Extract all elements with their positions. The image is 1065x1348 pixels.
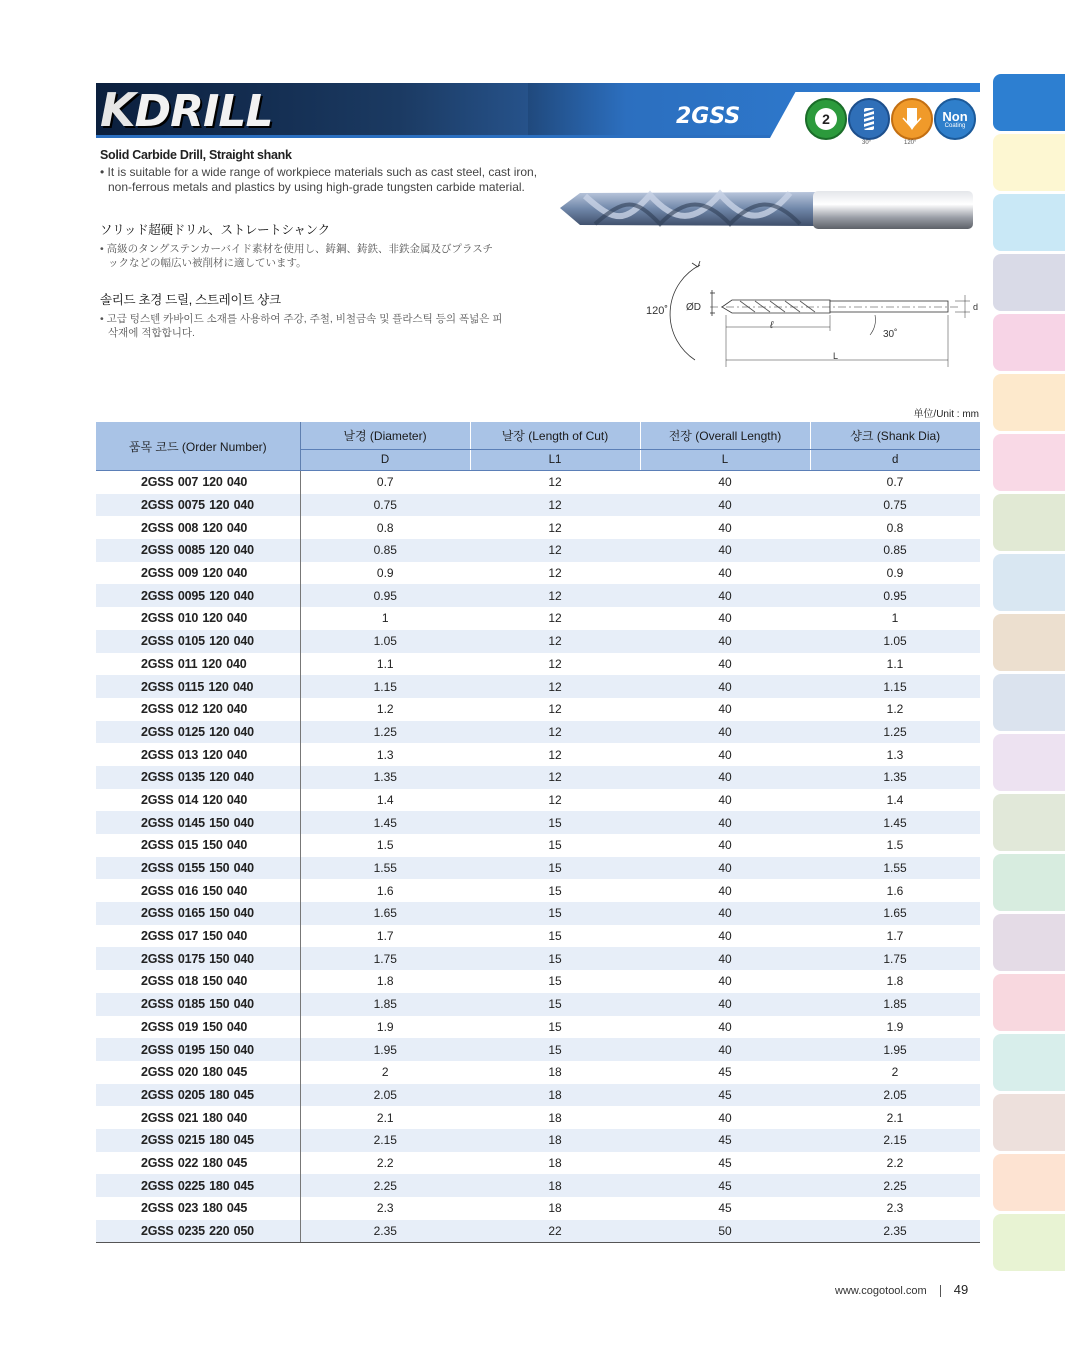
section-tab[interactable] <box>993 1034 1065 1091</box>
table-row <box>96 925 980 948</box>
table-row <box>96 902 980 925</box>
diameter-cell: 1.1 <box>376 656 394 671</box>
order-number-cell: 2GSS 0225 180 045 <box>96 1174 300 1197</box>
description-en <box>100 148 537 195</box>
header-overall-length: 전장 (Overall Length) <box>640 422 810 450</box>
description-en-title: Solid Carbide Drill, Straight shank <box>100 148 292 162</box>
website-link[interactable]: www.cogotool.com <box>835 1285 927 1297</box>
overall-length-cell: 40 <box>640 494 810 517</box>
length-of-cut-cell: 15 <box>470 947 640 970</box>
shank-dia-cell: 1.6 <box>886 883 904 898</box>
diameter-cell: 1.5 <box>376 838 394 853</box>
diameter-cell: 0.85 <box>300 539 470 562</box>
table-row <box>96 1197 980 1220</box>
shank-dia-cell: 2.25 <box>810 1174 980 1197</box>
diameter-cell: 1.15 <box>300 675 470 698</box>
length-of-cut-cell: 12 <box>548 702 562 717</box>
page-footer <box>835 1282 968 1297</box>
length-of-cut-cell: 18 <box>548 1065 562 1080</box>
table-row <box>96 1129 980 1152</box>
length-of-cut-cell: 12 <box>548 475 562 490</box>
length-of-cut-cell: 15 <box>548 1019 562 1034</box>
header-order-number: 품목 코드 (Order Number) <box>96 422 300 471</box>
diameter-cell: 2.3 <box>376 1201 394 1216</box>
diameter-cell: 1.25 <box>300 721 470 744</box>
overall-length-cell: 40 <box>640 766 810 789</box>
table-row <box>96 721 980 744</box>
diameter-cell: 1 <box>381 611 389 626</box>
subheader-L: L <box>640 450 810 471</box>
shank-dia-cell: 0.8 <box>886 520 904 535</box>
overall-length-cell: 45 <box>718 1065 732 1080</box>
description-jp-line: • 高級のタングステンカーバイド素材を使用し、鋳鋼、鋳鉄、非鉄金属及びプラスチ <box>100 243 493 255</box>
table-row <box>96 698 980 721</box>
table-row <box>96 539 980 562</box>
order-number-cell: 2GSS 0125 120 040 <box>96 721 300 744</box>
section-tab[interactable] <box>993 1154 1065 1211</box>
page-number: 49 <box>953 1282 969 1297</box>
spec-table-body <box>96 471 980 1243</box>
length-of-cut-cell: 12 <box>548 611 562 626</box>
logo-k: K <box>100 83 135 137</box>
order-number-cell: 2GSS 016 150 040 <box>96 879 300 902</box>
overall-length-cell: 40 <box>718 747 732 762</box>
diameter-cell: 1.6 <box>376 883 394 898</box>
diameter-cell: 1.7 <box>376 929 394 944</box>
diameter-cell: 1.45 <box>300 811 470 834</box>
overall-length-cell: 40 <box>640 539 810 562</box>
logo-text: DRILL <box>134 86 273 137</box>
table-row <box>96 675 980 698</box>
order-number-cell: 2GSS 0135 120 040 <box>96 766 300 789</box>
overall-length-cell: 40 <box>640 1038 810 1061</box>
table-row <box>96 1016 980 1039</box>
subheader-L1: L1 <box>470 450 640 471</box>
diameter-cell: 0.75 <box>300 494 470 517</box>
series-title: 2GSS <box>676 104 741 129</box>
overall-length-cell: 45 <box>718 1201 732 1216</box>
table-row <box>96 766 980 789</box>
order-number-cell: 2GSS 0155 150 040 <box>96 857 300 880</box>
diameter-cell: 1.65 <box>300 902 470 925</box>
point-angle-120-icon <box>891 98 933 140</box>
overall-length-cell: 45 <box>640 1129 810 1152</box>
diameter-cell: 0.7 <box>376 475 394 490</box>
order-number-cell: 2GSS 014 120 040 <box>96 789 300 812</box>
diameter-cell: 1.4 <box>376 792 394 807</box>
shank-dia-cell: 1.75 <box>810 947 980 970</box>
diameter-cell: 1.8 <box>376 974 394 989</box>
overall-length-cell: 40 <box>640 721 810 744</box>
diameter-cell: 2.15 <box>300 1129 470 1152</box>
diameter-cell: 1.2 <box>376 702 394 717</box>
length-of-cut-cell: 15 <box>470 993 640 1016</box>
length-of-cut-cell: 12 <box>548 656 562 671</box>
helix-angle-label: 30˚ <box>883 329 898 340</box>
shank-dia-cell: 1.55 <box>810 857 980 880</box>
shank-dia-cell: 2.15 <box>810 1129 980 1152</box>
table-row <box>96 1038 980 1061</box>
shank-dia-cell: 2.3 <box>886 1201 904 1216</box>
section-tab[interactable] <box>993 314 1065 371</box>
order-number-cell: 2GSS 009 120 040 <box>96 562 300 585</box>
overall-length-cell: 40 <box>718 702 732 717</box>
description-kr-line: • 고급 텅스텐 카바이드 소재를 사용하여 주강, 주철, 비철금속 및 플라스틱 등의 폭넓은 피 <box>100 313 503 325</box>
section-tab[interactable] <box>993 434 1065 491</box>
table-row <box>96 970 980 993</box>
table-row <box>96 947 980 970</box>
length-of-cut-cell: 12 <box>470 721 640 744</box>
section-tab[interactable] <box>993 1214 1065 1271</box>
diameter-cell: 2 <box>381 1065 389 1080</box>
diameter-cell: 1.75 <box>300 947 470 970</box>
length-of-cut-cell: 15 <box>548 929 562 944</box>
shank-dia-cell: 1.85 <box>810 993 980 1016</box>
section-tab[interactable] <box>993 794 1065 851</box>
order-number-cell: 2GSS 007 120 040 <box>96 471 300 494</box>
section-tab[interactable] <box>993 974 1065 1031</box>
shank-dia-cell: 1.35 <box>810 766 980 789</box>
length-of-cut-cell: 18 <box>548 1110 562 1125</box>
order-number-cell: 2GSS 021 180 040 <box>96 1106 300 1129</box>
diameter-cell: 1.55 <box>300 857 470 880</box>
diameter-label: ØD <box>686 302 701 313</box>
overall-length-cell: 40 <box>718 792 732 807</box>
non-label: Non <box>942 108 968 124</box>
description-jp-title: ソリッド超硬ドリル、ストレートシャンク <box>100 223 330 237</box>
order-number-cell: 2GSS 0145 150 040 <box>96 811 300 834</box>
description-en-line: non-ferrous metals and plastics by using high-grade tungsten carbide material. <box>108 180 525 194</box>
overall-length-cell: 45 <box>640 1174 810 1197</box>
shank-dia-cell: 1.5 <box>886 838 904 853</box>
shank-dia-cell: 2.1 <box>886 1110 904 1125</box>
order-number-cell: 2GSS 0175 150 040 <box>96 947 300 970</box>
overall-length-cell: 40 <box>718 974 732 989</box>
overall-length-cell: 40 <box>718 520 732 535</box>
overall-length-cell: 40 <box>640 857 810 880</box>
length-of-cut-cell: 12 <box>470 675 640 698</box>
length-of-cut-cell: 12 <box>548 566 562 581</box>
order-number-cell: 2GSS 0235 220 050 <box>96 1220 300 1243</box>
section-tab[interactable] <box>993 854 1065 911</box>
overall-length-cell: 40 <box>718 1110 732 1125</box>
shank-dia-cell: 2.05 <box>810 1084 980 1107</box>
description-kr-title: 솔리드 초경 드릴, 스트레이트 샹크 <box>100 293 281 307</box>
table-row <box>96 1061 980 1084</box>
section-tab[interactable] <box>993 914 1065 971</box>
shank-dia-cell: 1.05 <box>810 630 980 653</box>
shank-dia-cell: 1.7 <box>886 929 904 944</box>
table-row <box>96 630 980 653</box>
length-of-cut-cell: 18 <box>548 1201 562 1216</box>
length-of-cut-cell: 15 <box>548 838 562 853</box>
overall-length-label: L <box>833 351 839 361</box>
table-row <box>96 607 980 630</box>
shank-dia-cell: 0.95 <box>810 584 980 607</box>
shank-dia-cell: 1.3 <box>886 747 904 762</box>
length-of-cut-cell: 18 <box>470 1129 640 1152</box>
order-number-cell: 2GSS 017 150 040 <box>96 925 300 948</box>
length-of-cut-cell: 18 <box>548 1155 562 1170</box>
shank-dia-cell: 1.8 <box>886 974 904 989</box>
shank-dia-cell: 1.45 <box>810 811 980 834</box>
order-number-cell: 2GSS 0195 150 040 <box>96 1038 300 1061</box>
overall-length-cell: 40 <box>640 675 810 698</box>
section-tab[interactable] <box>993 494 1065 551</box>
subheader-D: D <box>300 450 470 471</box>
overall-length-cell: 40 <box>640 993 810 1016</box>
diameter-cell: 1.3 <box>376 747 394 762</box>
cut-length-label: ℓ <box>770 320 774 331</box>
table-row <box>96 1084 980 1107</box>
section-tab[interactable] <box>993 134 1065 191</box>
length-of-cut-cell: 15 <box>470 902 640 925</box>
diameter-cell: 2.2 <box>376 1155 394 1170</box>
spec-table <box>96 422 980 1243</box>
shank-dia-cell: 0.75 <box>810 494 980 517</box>
shank-dia-label: d <box>973 302 979 312</box>
flute-count: 2 <box>815 108 837 130</box>
diameter-cell: 1.9 <box>376 1019 394 1034</box>
length-of-cut-cell: 12 <box>470 584 640 607</box>
overall-length-cell: 40 <box>718 656 732 671</box>
section-tab[interactable] <box>993 554 1065 611</box>
length-of-cut-cell: 12 <box>548 747 562 762</box>
section-tab[interactable] <box>993 674 1065 731</box>
diameter-cell: 0.8 <box>376 520 394 535</box>
overall-length-cell: 40 <box>718 566 732 581</box>
k-drill-logo <box>100 83 273 137</box>
description-kr-line: 삭재에 적합합니다. <box>108 327 195 339</box>
shank-dia-cell: 1.65 <box>810 902 980 925</box>
helix-30-icon <box>848 98 890 140</box>
overall-length-cell: 40 <box>718 1019 732 1034</box>
overall-length-cell: 40 <box>718 611 732 626</box>
order-number-cell: 2GSS 0215 180 045 <box>96 1129 300 1152</box>
length-of-cut-cell: 12 <box>470 766 640 789</box>
shank-dia-cell: 0.7 <box>886 475 904 490</box>
order-number-cell: 2GSS 022 180 045 <box>96 1152 300 1175</box>
order-number-cell: 2GSS 020 180 045 <box>96 1061 300 1084</box>
point-caption: 120° <box>904 140 917 146</box>
shank-dia-cell: 1 <box>891 611 899 626</box>
order-number-cell: 2GSS 0075 120 040 <box>96 494 300 517</box>
overall-length-cell: 40 <box>718 838 732 853</box>
length-of-cut-cell: 12 <box>548 520 562 535</box>
order-number-cell: 2GSS 0115 120 040 <box>96 675 300 698</box>
shank-dia-cell: 1.9 <box>886 1019 904 1034</box>
section-tabs <box>993 74 1065 1274</box>
header-diameter: 날경 (Diameter) <box>300 422 470 450</box>
overall-length-cell: 40 <box>640 584 810 607</box>
order-number-cell: 2GSS 0105 120 040 <box>96 630 300 653</box>
table-row <box>96 743 980 766</box>
overall-length-cell: 40 <box>718 883 732 898</box>
table-row <box>96 789 980 812</box>
shank-dia-cell: 0.9 <box>886 566 904 581</box>
table-row <box>96 653 980 676</box>
unit-label: 单位/Unit : mm <box>913 409 979 420</box>
order-number-cell: 2GSS 012 120 040 <box>96 698 300 721</box>
table-row <box>96 993 980 1016</box>
length-of-cut-cell: 15 <box>470 1038 640 1061</box>
order-number-cell: 2GSS 0085 120 040 <box>96 539 300 562</box>
shank-dia-cell: 1.4 <box>886 792 904 807</box>
header-length-of-cut: 날장 (Length of Cut) <box>470 422 640 450</box>
shank-dia-cell: 1.2 <box>886 702 904 717</box>
length-of-cut-cell: 15 <box>548 974 562 989</box>
order-number-cell: 2GSS 018 150 040 <box>96 970 300 993</box>
diameter-cell: 2.35 <box>300 1220 470 1243</box>
diameter-cell: 1.05 <box>300 630 470 653</box>
point-angle-label: 120˚ <box>646 305 669 317</box>
length-of-cut-cell: 15 <box>470 857 640 880</box>
description-en-line: • It is suitable for a wide range of workpiece materials such as cast steel, cast iron, <box>100 165 538 179</box>
subheader-d: d <box>810 450 980 471</box>
order-number-cell: 2GSS 0185 150 040 <box>96 993 300 1016</box>
coating-label: Coating <box>944 122 966 129</box>
description-jp-line: ックなどの幅広い被削材に適しています。 <box>108 257 307 269</box>
shank-dia-cell: 2.2 <box>886 1155 904 1170</box>
description-jp <box>100 220 493 270</box>
overall-length-cell: 40 <box>718 475 732 490</box>
length-of-cut-cell: 22 <box>470 1220 640 1243</box>
length-of-cut-cell: 18 <box>470 1174 640 1197</box>
table-row <box>96 494 980 517</box>
order-number-cell: 2GSS 019 150 040 <box>96 1016 300 1039</box>
drill-diagram <box>640 255 985 375</box>
helix-caption: 30° <box>862 140 872 146</box>
order-number-cell: 2GSS 0165 150 040 <box>96 902 300 925</box>
order-number-cell: 2GSS 023 180 045 <box>96 1197 300 1220</box>
shank-dia-cell: 1.95 <box>810 1038 980 1061</box>
shank-dia-cell: 1.15 <box>810 675 980 698</box>
table-row <box>96 584 980 607</box>
section-tab[interactable] <box>993 1094 1065 1151</box>
diameter-cell: 0.95 <box>300 584 470 607</box>
table-row <box>96 1152 980 1175</box>
diameter-cell: 1.35 <box>300 766 470 789</box>
shank-dia-cell: 1.25 <box>810 721 980 744</box>
header-shank-dia: 샹크 (Shank Dia) <box>810 422 980 450</box>
overall-length-cell: 40 <box>640 811 810 834</box>
shank-dia-cell: 0.85 <box>810 539 980 562</box>
overall-length-cell: 40 <box>640 947 810 970</box>
section-tab[interactable] <box>993 734 1065 791</box>
overall-length-cell: 40 <box>640 630 810 653</box>
length-of-cut-cell: 12 <box>470 539 640 562</box>
shank-dia-cell: 2 <box>891 1065 899 1080</box>
point-glyph-icon <box>899 106 925 132</box>
order-number-cell: 2GSS 010 120 040 <box>96 607 300 630</box>
diameter-cell: 2.1 <box>376 1110 394 1125</box>
overall-length-cell: 45 <box>718 1155 732 1170</box>
section-tab[interactable] <box>993 614 1065 671</box>
table-row <box>96 811 980 834</box>
non-coating-icon <box>934 98 976 140</box>
overall-length-cell: 40 <box>718 929 732 944</box>
shank-dia-cell: 2.35 <box>810 1220 980 1243</box>
order-number-cell: 2GSS 013 120 040 <box>96 743 300 766</box>
section-tab[interactable] <box>993 194 1065 251</box>
diameter-cell: 1.85 <box>300 993 470 1016</box>
table-row <box>96 1174 980 1197</box>
order-number-cell: 2GSS 0095 120 040 <box>96 584 300 607</box>
table-row <box>96 879 980 902</box>
length-of-cut-cell: 12 <box>470 630 640 653</box>
overall-length-cell: 40 <box>640 902 810 925</box>
diameter-cell: 1.95 <box>300 1038 470 1061</box>
order-number-cell: 2GSS 015 150 040 <box>96 834 300 857</box>
length-of-cut-cell: 15 <box>548 883 562 898</box>
section-tab[interactable] <box>993 254 1065 311</box>
section-tab[interactable] <box>993 74 1065 131</box>
order-number-cell: 2GSS 0205 180 045 <box>96 1084 300 1107</box>
description-kr <box>100 290 502 340</box>
length-of-cut-cell: 18 <box>470 1084 640 1107</box>
overall-length-cell: 45 <box>640 1084 810 1107</box>
table-row <box>96 471 980 494</box>
length-of-cut-cell: 12 <box>470 494 640 517</box>
table-row <box>96 857 980 880</box>
diameter-cell: 2.05 <box>300 1084 470 1107</box>
diameter-cell: 0.9 <box>376 566 394 581</box>
table-row <box>96 834 980 857</box>
shank-dia-cell: 1.1 <box>886 656 904 671</box>
length-of-cut-cell: 12 <box>548 792 562 807</box>
diameter-cell: 2.25 <box>300 1174 470 1197</box>
two-flute-icon <box>805 98 847 140</box>
helix-glyph-icon <box>856 106 882 132</box>
table-row <box>96 562 980 585</box>
drill-photo <box>555 168 980 248</box>
table-row <box>96 1106 980 1129</box>
section-tab[interactable] <box>993 374 1065 431</box>
table-row <box>96 1220 980 1243</box>
table-row <box>96 516 980 539</box>
order-number-cell: 2GSS 011 120 040 <box>96 653 300 676</box>
length-of-cut-cell: 15 <box>470 811 640 834</box>
order-number-cell: 2GSS 008 120 040 <box>96 516 300 539</box>
overall-length-cell: 50 <box>640 1220 810 1243</box>
footer-divider <box>940 1285 941 1297</box>
